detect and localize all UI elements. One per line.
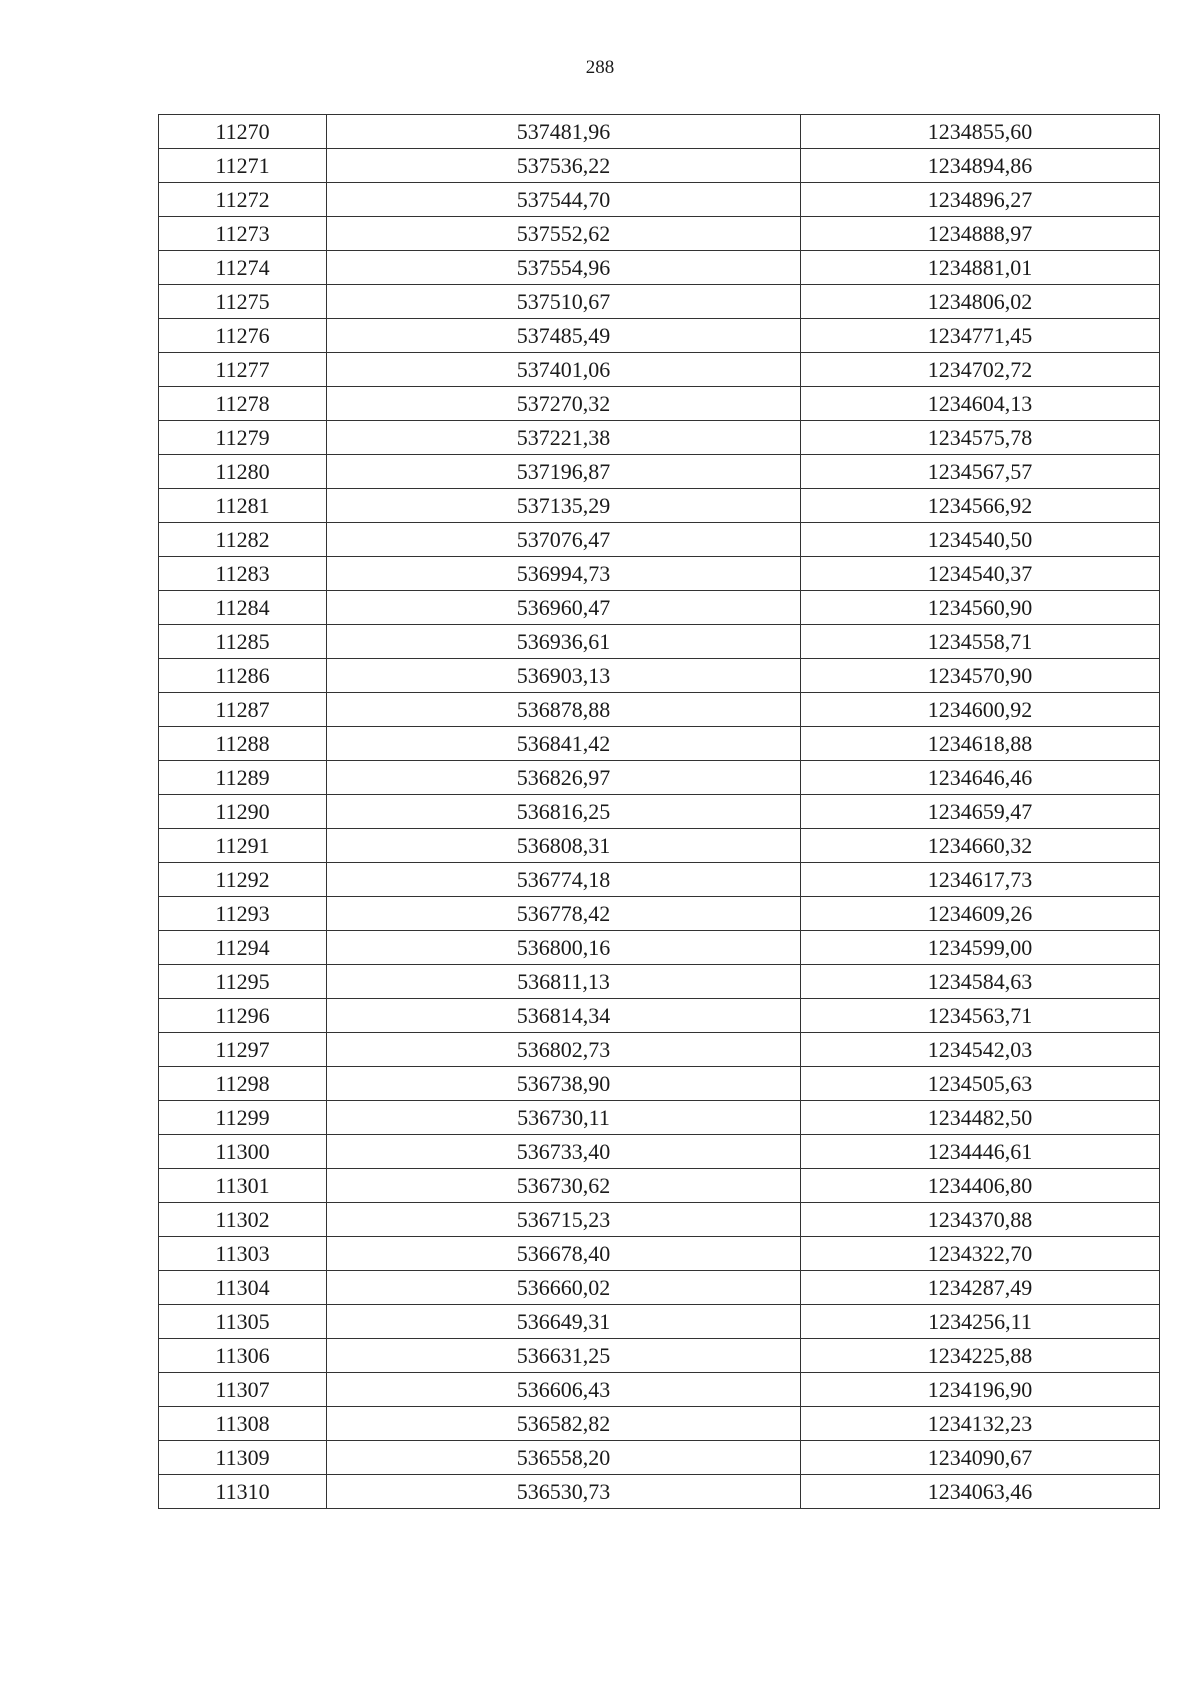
point-number-cell: 11310: [159, 1475, 327, 1509]
y-coordinate-cell: 1234646,46: [801, 761, 1160, 795]
x-coordinate-cell: 536558,20: [327, 1441, 801, 1475]
point-number-cell: 11297: [159, 1033, 327, 1067]
point-number-cell: 11278: [159, 387, 327, 421]
y-coordinate-cell: 1234063,46: [801, 1475, 1160, 1509]
table-row: [159, 217, 1160, 251]
table-row: [159, 489, 1160, 523]
table-row: [159, 115, 1160, 149]
y-coordinate-cell: 1234558,71: [801, 625, 1160, 659]
x-coordinate-cell: 536826,97: [327, 761, 801, 795]
table-row: [159, 319, 1160, 353]
table-row: [159, 523, 1160, 557]
y-coordinate-cell: 1234575,78: [801, 421, 1160, 455]
y-coordinate-cell: 1234322,70: [801, 1237, 1160, 1271]
x-coordinate-cell: 537536,22: [327, 149, 801, 183]
x-coordinate-cell: 537401,06: [327, 353, 801, 387]
y-coordinate-cell: 1234225,88: [801, 1339, 1160, 1373]
point-number-cell: 11302: [159, 1203, 327, 1237]
table-row: [159, 421, 1160, 455]
point-number-cell: 11272: [159, 183, 327, 217]
x-coordinate-cell: 536530,73: [327, 1475, 801, 1509]
y-coordinate-cell: 1234618,88: [801, 727, 1160, 761]
point-number-cell: 11304: [159, 1271, 327, 1305]
x-coordinate-cell: 536878,88: [327, 693, 801, 727]
x-coordinate-cell: 537221,38: [327, 421, 801, 455]
point-number-cell: 11271: [159, 149, 327, 183]
x-coordinate-cell: 536774,18: [327, 863, 801, 897]
x-coordinate-cell: 536814,34: [327, 999, 801, 1033]
table-row: [159, 1407, 1160, 1441]
table-row: [159, 455, 1160, 489]
table-row: [159, 999, 1160, 1033]
x-coordinate-cell: 536649,31: [327, 1305, 801, 1339]
table-row: [159, 1101, 1160, 1135]
page-number: 288: [585, 57, 615, 78]
y-coordinate-cell: 1234617,73: [801, 863, 1160, 897]
y-coordinate-cell: 1234570,90: [801, 659, 1160, 693]
point-number-cell: 11291: [159, 829, 327, 863]
point-number-cell: 11300: [159, 1135, 327, 1169]
y-coordinate-cell: 1234090,67: [801, 1441, 1160, 1475]
table-row: [159, 761, 1160, 795]
y-coordinate-cell: 1234542,03: [801, 1033, 1160, 1067]
x-coordinate-cell: 536936,61: [327, 625, 801, 659]
y-coordinate-cell: 1234132,23: [801, 1407, 1160, 1441]
table-row: [159, 1169, 1160, 1203]
table-row: [159, 285, 1160, 319]
x-coordinate-cell: 536582,82: [327, 1407, 801, 1441]
y-coordinate-cell: 1234563,71: [801, 999, 1160, 1033]
point-number-cell: 11294: [159, 931, 327, 965]
coordinates-table: [158, 114, 1160, 1509]
y-coordinate-cell: 1234881,01: [801, 251, 1160, 285]
table-row: [159, 1305, 1160, 1339]
y-coordinate-cell: 1234604,13: [801, 387, 1160, 421]
table-row: [159, 931, 1160, 965]
y-coordinate-cell: 1234660,32: [801, 829, 1160, 863]
table-row: [159, 353, 1160, 387]
point-number-cell: 11276: [159, 319, 327, 353]
x-coordinate-cell: 537544,70: [327, 183, 801, 217]
point-number-cell: 11273: [159, 217, 327, 251]
coordinates-table-body: [159, 115, 1160, 1509]
point-number-cell: 11285: [159, 625, 327, 659]
y-coordinate-cell: 1234256,11: [801, 1305, 1160, 1339]
point-number-cell: 11280: [159, 455, 327, 489]
point-number-cell: 11286: [159, 659, 327, 693]
table-row: [159, 1135, 1160, 1169]
x-coordinate-cell: 537510,67: [327, 285, 801, 319]
point-number-cell: 11309: [159, 1441, 327, 1475]
y-coordinate-cell: 1234567,57: [801, 455, 1160, 489]
point-number-cell: 11299: [159, 1101, 327, 1135]
table-row: [159, 1373, 1160, 1407]
x-coordinate-cell: 536738,90: [327, 1067, 801, 1101]
x-coordinate-cell: 537552,62: [327, 217, 801, 251]
y-coordinate-cell: 1234505,63: [801, 1067, 1160, 1101]
point-number-cell: 11283: [159, 557, 327, 591]
point-number-cell: 11281: [159, 489, 327, 523]
y-coordinate-cell: 1234540,37: [801, 557, 1160, 591]
y-coordinate-cell: 1234370,88: [801, 1203, 1160, 1237]
x-coordinate-cell: 536903,13: [327, 659, 801, 693]
x-coordinate-cell: 536800,16: [327, 931, 801, 965]
y-coordinate-cell: 1234888,97: [801, 217, 1160, 251]
y-coordinate-cell: 1234600,92: [801, 693, 1160, 727]
point-number-cell: 11275: [159, 285, 327, 319]
y-coordinate-cell: 1234287,49: [801, 1271, 1160, 1305]
table-row: [159, 625, 1160, 659]
x-coordinate-cell: 536606,43: [327, 1373, 801, 1407]
point-number-cell: 11303: [159, 1237, 327, 1271]
y-coordinate-cell: 1234599,00: [801, 931, 1160, 965]
table-row: [159, 693, 1160, 727]
y-coordinate-cell: 1234560,90: [801, 591, 1160, 625]
point-number-cell: 11298: [159, 1067, 327, 1101]
table-row: [159, 863, 1160, 897]
x-coordinate-cell: 536778,42: [327, 897, 801, 931]
table-row: [159, 659, 1160, 693]
x-coordinate-cell: 536678,40: [327, 1237, 801, 1271]
point-number-cell: 11287: [159, 693, 327, 727]
y-coordinate-cell: 1234702,72: [801, 353, 1160, 387]
point-number-cell: 11274: [159, 251, 327, 285]
table-row: [159, 149, 1160, 183]
point-number-cell: 11296: [159, 999, 327, 1033]
point-number-cell: 11295: [159, 965, 327, 999]
y-coordinate-cell: 1234196,90: [801, 1373, 1160, 1407]
point-number-cell: 11292: [159, 863, 327, 897]
table-row: [159, 795, 1160, 829]
table-row: [159, 183, 1160, 217]
point-number-cell: 11306: [159, 1339, 327, 1373]
x-coordinate-cell: 536660,02: [327, 1271, 801, 1305]
point-number-cell: 11277: [159, 353, 327, 387]
y-coordinate-cell: 1234446,61: [801, 1135, 1160, 1169]
point-number-cell: 11279: [159, 421, 327, 455]
x-coordinate-cell: 537196,87: [327, 455, 801, 489]
y-coordinate-cell: 1234482,50: [801, 1101, 1160, 1135]
x-coordinate-cell: 536730,62: [327, 1169, 801, 1203]
x-coordinate-cell: 536715,23: [327, 1203, 801, 1237]
x-coordinate-cell: 537485,49: [327, 319, 801, 353]
table-row: [159, 1203, 1160, 1237]
x-coordinate-cell: 537076,47: [327, 523, 801, 557]
point-number-cell: 11307: [159, 1373, 327, 1407]
point-number-cell: 11284: [159, 591, 327, 625]
y-coordinate-cell: 1234659,47: [801, 795, 1160, 829]
point-number-cell: 11290: [159, 795, 327, 829]
x-coordinate-cell: 536994,73: [327, 557, 801, 591]
table-row: [159, 965, 1160, 999]
table-row: [159, 1033, 1160, 1067]
table-row: [159, 1237, 1160, 1271]
table-row: [159, 387, 1160, 421]
point-number-cell: 11282: [159, 523, 327, 557]
point-number-cell: 11289: [159, 761, 327, 795]
table-row: [159, 829, 1160, 863]
table-row: [159, 727, 1160, 761]
x-coordinate-cell: 536631,25: [327, 1339, 801, 1373]
y-coordinate-cell: 1234609,26: [801, 897, 1160, 931]
x-coordinate-cell: 536841,42: [327, 727, 801, 761]
table-row: [159, 1441, 1160, 1475]
table-row: [159, 1339, 1160, 1373]
table-row: [159, 591, 1160, 625]
point-number-cell: 11293: [159, 897, 327, 931]
point-number-cell: 11308: [159, 1407, 327, 1441]
x-coordinate-cell: 537270,32: [327, 387, 801, 421]
y-coordinate-cell: 1234771,45: [801, 319, 1160, 353]
x-coordinate-cell: 537135,29: [327, 489, 801, 523]
point-number-cell: 11270: [159, 115, 327, 149]
table-row: [159, 1067, 1160, 1101]
x-coordinate-cell: 536808,31: [327, 829, 801, 863]
x-coordinate-cell: 537481,96: [327, 115, 801, 149]
table-row: [159, 897, 1160, 931]
y-coordinate-cell: 1234406,80: [801, 1169, 1160, 1203]
y-coordinate-cell: 1234584,63: [801, 965, 1160, 999]
table-row: [159, 1271, 1160, 1305]
table-row: [159, 1475, 1160, 1509]
x-coordinate-cell: 536730,11: [327, 1101, 801, 1135]
x-coordinate-cell: 536816,25: [327, 795, 801, 829]
point-number-cell: 11301: [159, 1169, 327, 1203]
x-coordinate-cell: 536802,73: [327, 1033, 801, 1067]
y-coordinate-cell: 1234855,60: [801, 115, 1160, 149]
y-coordinate-cell: 1234806,02: [801, 285, 1160, 319]
y-coordinate-cell: 1234894,86: [801, 149, 1160, 183]
point-number-cell: 11305: [159, 1305, 327, 1339]
table-row: [159, 557, 1160, 591]
x-coordinate-cell: 536960,47: [327, 591, 801, 625]
y-coordinate-cell: 1234566,92: [801, 489, 1160, 523]
x-coordinate-cell: 536811,13: [327, 965, 801, 999]
y-coordinate-cell: 1234540,50: [801, 523, 1160, 557]
x-coordinate-cell: 537554,96: [327, 251, 801, 285]
x-coordinate-cell: 536733,40: [327, 1135, 801, 1169]
point-number-cell: 11288: [159, 727, 327, 761]
y-coordinate-cell: 1234896,27: [801, 183, 1160, 217]
table-row: [159, 251, 1160, 285]
